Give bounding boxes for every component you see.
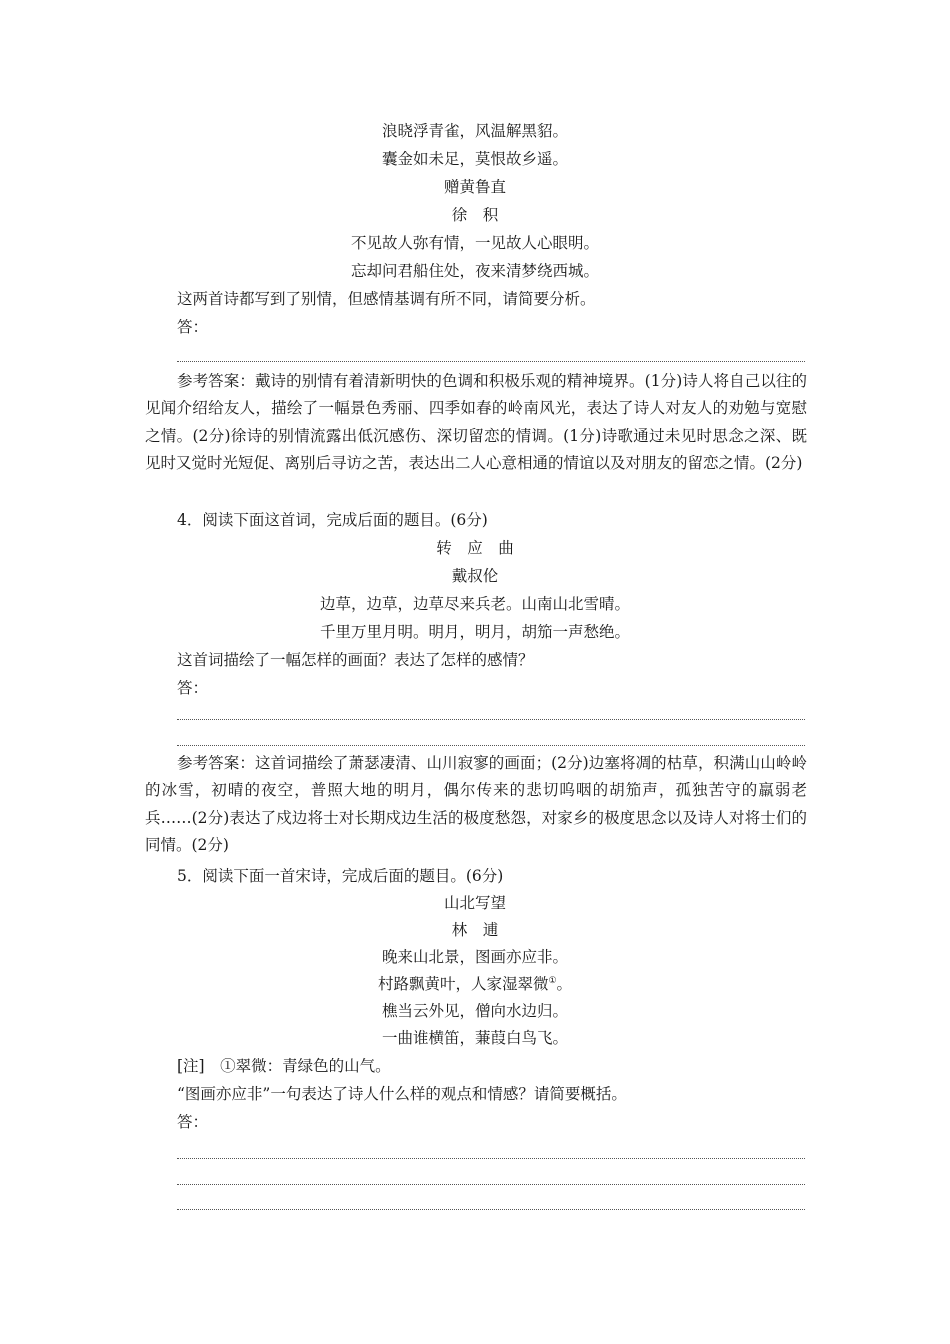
- answer-label: 答：: [177, 318, 209, 336]
- question-text: 这两首诗都写到了别情，但感情基调有所不同，请简要分析。: [177, 290, 596, 308]
- poem-line: 浪晓浮青雀，风温解黑貂。: [381, 122, 568, 140]
- footnote: [注] ①翠微：青绿色的山气。: [177, 1057, 391, 1075]
- answer-line: [177, 1158, 805, 1159]
- poem-author: 徐 积: [451, 206, 499, 224]
- poem-line: [0, 974, 950, 994]
- poem-line: 晚来山北景，图画亦应非。: [381, 948, 568, 966]
- question-prompt: 5．阅读下面一首宋诗，完成后面的题目。(6分): [177, 867, 504, 885]
- answer-line: [177, 1209, 805, 1210]
- poem-line: 千里万里月明。明月，明月，胡笳一声愁绝。: [319, 623, 630, 641]
- question-text: 这首词描绘了一幅怎样的画面？表达了怎样的感情？: [177, 651, 534, 669]
- footnote-mark: ①: [548, 975, 557, 986]
- poem-line: 不见故人弥有情，一见故人心眼明。: [350, 234, 599, 252]
- reference-answer: 参考答案：这首词描绘了萧瑟凄清、山川寂寥的画面；(2分)边塞将凋的枯草，积满山山岭岭的冰雪，初晴的夜空，普照大地的明月，偶尔传来的悲切呜咽的胡笳声，孤独苦守的羸弱老兵……(2分)表达了戍边将士对长期戍边生活的极度愁怨，对家乡的极度思念以及诗人对将士们的同情。(2分): [145, 754, 807, 855]
- poem-author: 林 逋: [451, 921, 499, 939]
- poem-line-punct: 。: [556, 975, 573, 993]
- poem-line: 一曲谁横笛，蒹葭白鸟飞。: [381, 1029, 568, 1047]
- answer-line: [177, 719, 805, 720]
- reference-answer: 参考答案：戴诗的别情有着清新明快的色调和积极乐观的精神境界。(1分)诗人将自己以往的见闻介绍给友人，描绘了一幅景色秀丽、四季如春的岭南风光，表达了诗人对友人的劝勉与宽慰之情。(2分)徐诗的别情流露出低沉感伤、深切留恋的情调。(1分)诗歌通过未见时思念之深、既见时又觉时光短促、离别后寻访之苦，表达出二人心意相通的情谊以及对朋友的留恋之情。(2分): [145, 372, 807, 473]
- answer-line: [177, 745, 805, 746]
- poem-author: 戴叔伦: [451, 567, 499, 585]
- poem-title: 山北写望: [443, 894, 506, 912]
- poem-title: 转 应 曲: [436, 539, 514, 557]
- poem-line: 边草，边草，边草尽来兵老。山南山北雪晴。: [319, 595, 630, 613]
- poem-line: 樵当云外见，僧向水边归。: [381, 1002, 568, 1020]
- answer-line: [177, 361, 805, 362]
- poem-title: 赠黄鲁直: [443, 178, 506, 196]
- question-prompt: 4．阅读下面这首词，完成后面的题目。(6分): [177, 511, 488, 529]
- poem-line: 囊金如未足，莫恨故乡遥。: [381, 150, 568, 168]
- answer-line: [177, 1184, 805, 1185]
- answer-label: 答：: [177, 679, 209, 697]
- question-text: “图画亦应非”一句表达了诗人什么样的观点和情感？请简要概括。: [177, 1085, 627, 1103]
- answer-label: 答：: [177, 1113, 209, 1131]
- poem-line-text: 村路飘黄叶，人家湿翠微: [377, 975, 549, 993]
- poem-line: 忘却问君船住处，夜来清梦绕西城。: [350, 262, 599, 280]
